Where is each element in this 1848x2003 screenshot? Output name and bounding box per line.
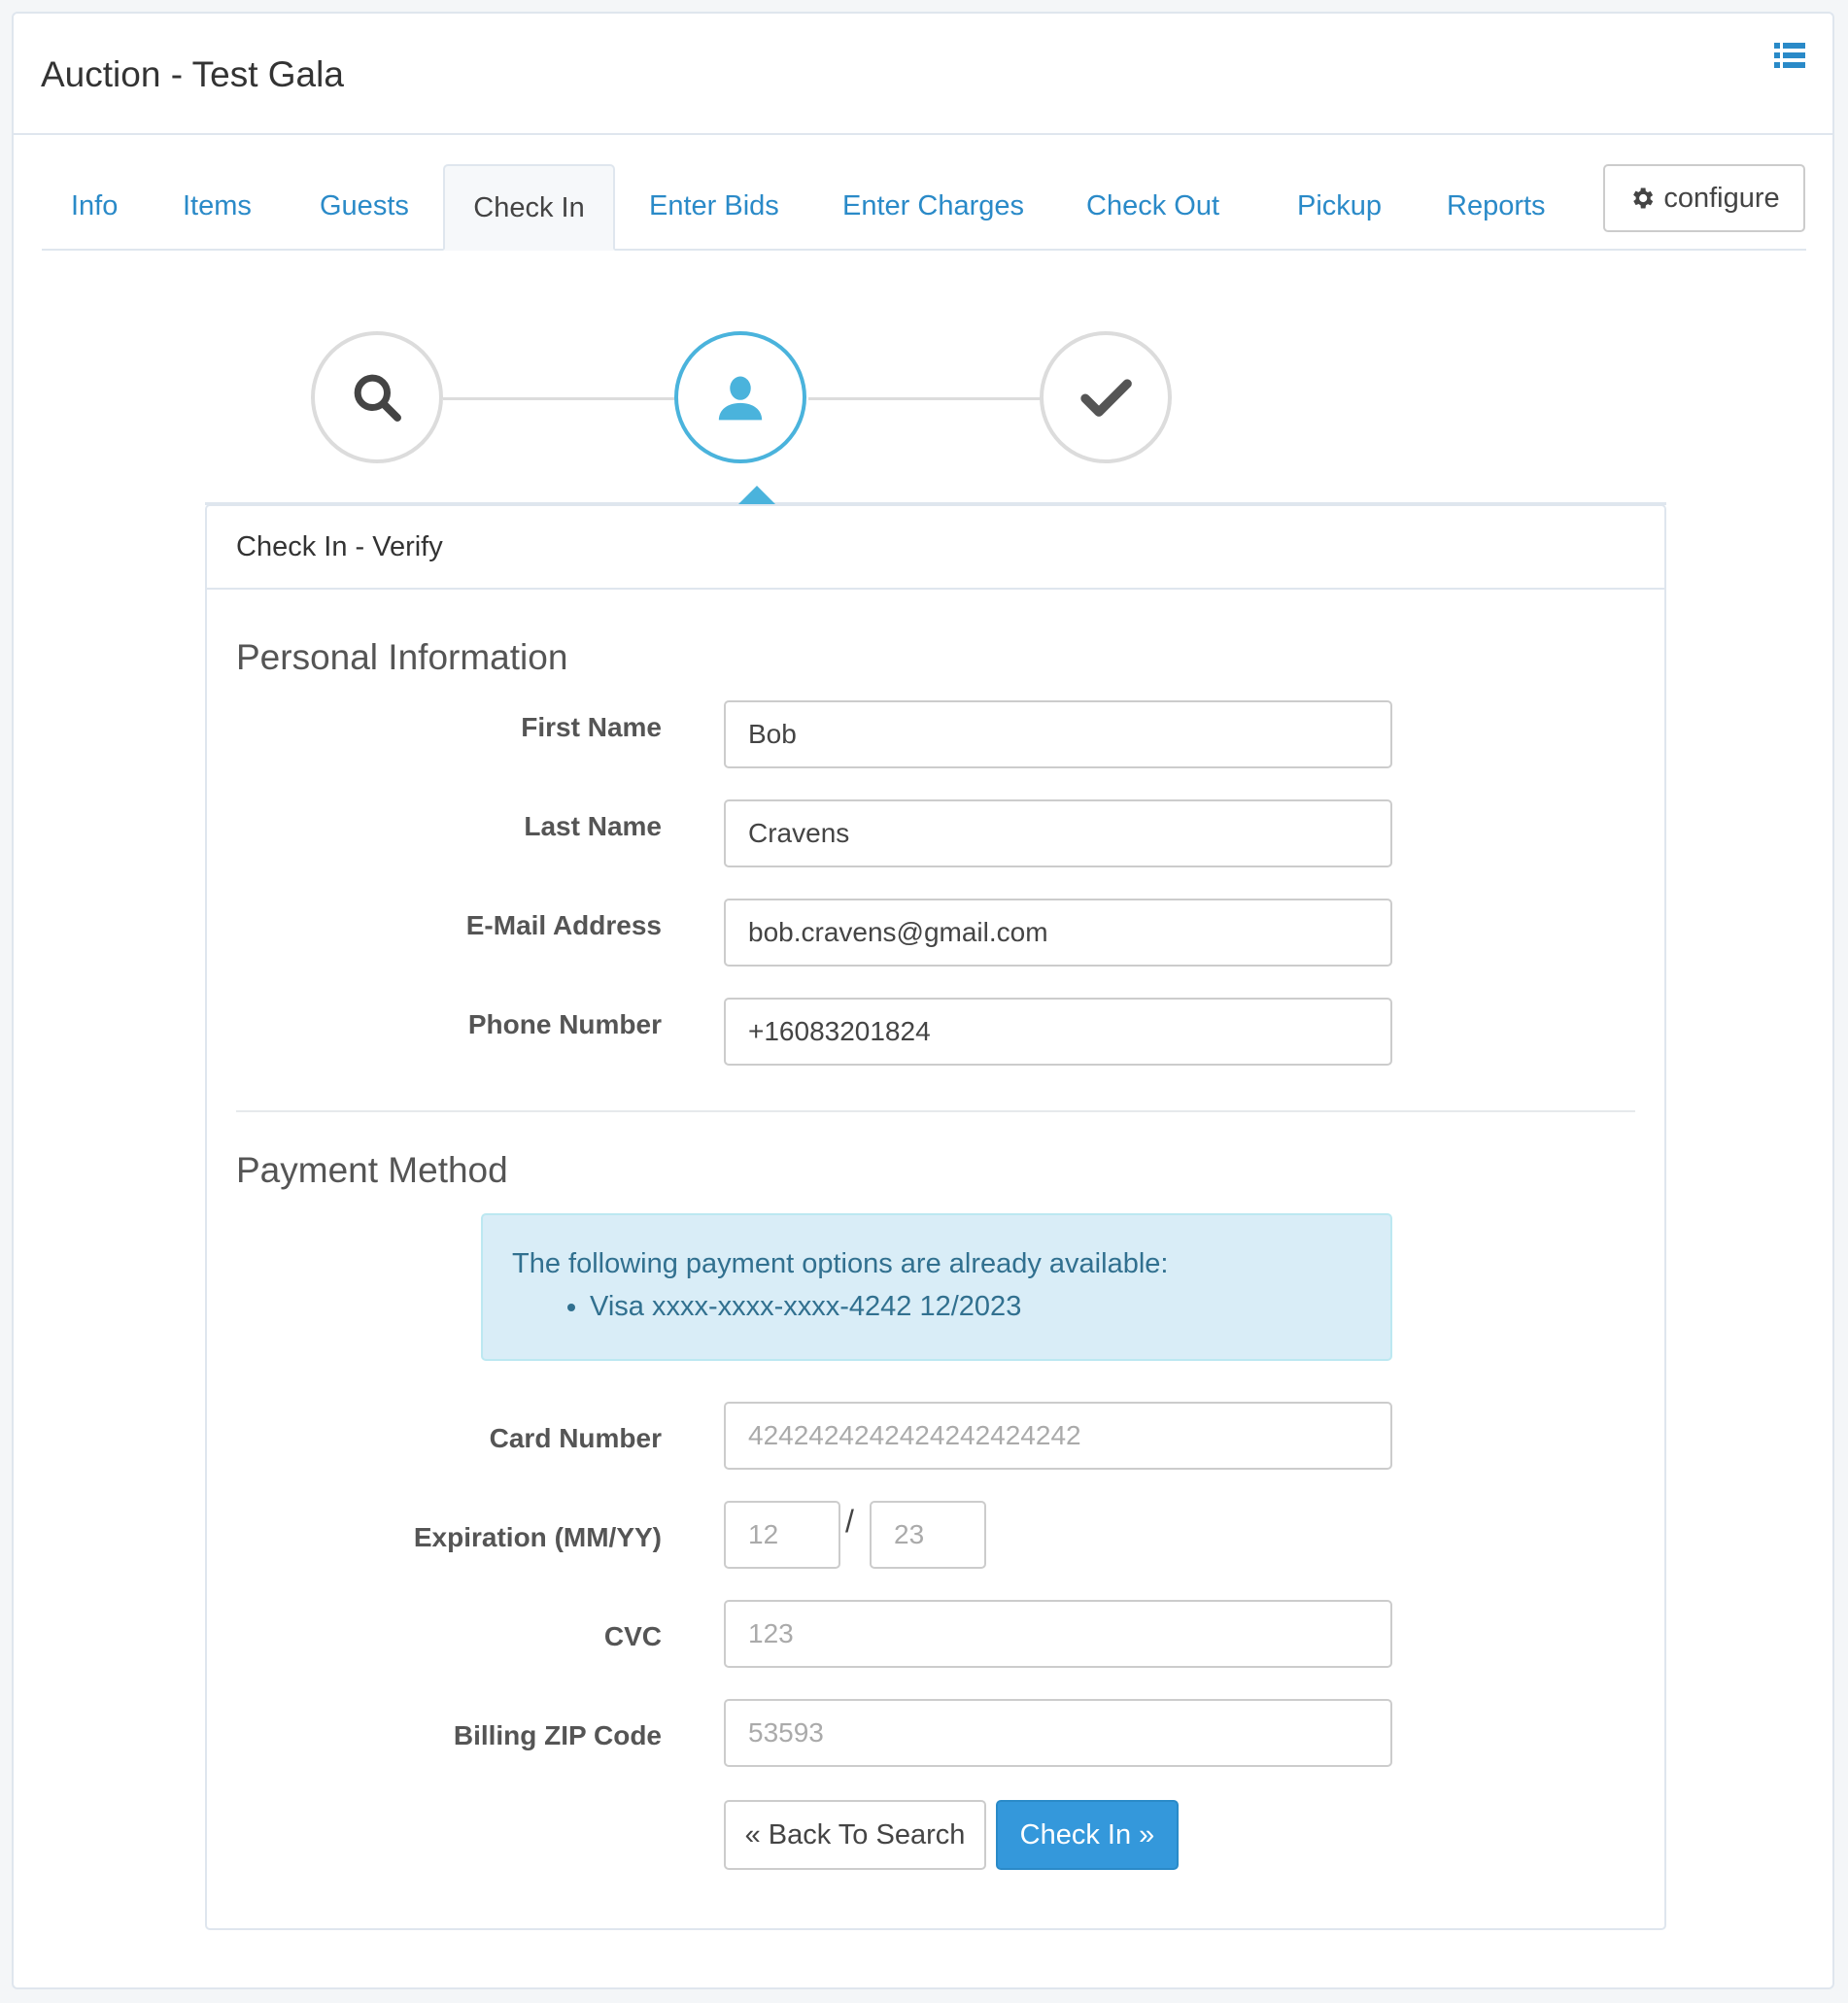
personal-info-heading: Personal Information (236, 637, 568, 677)
gear-icon (1628, 185, 1656, 212)
phone-field[interactable] (724, 998, 1392, 1066)
page-header (14, 14, 1832, 135)
nav-tabs (42, 164, 1806, 251)
last-name-field[interactable] (724, 799, 1392, 867)
back-to-search-button[interactable]: « Back To Search (724, 1800, 986, 1870)
tab-enter-bids[interactable]: Enter Bids (649, 190, 779, 221)
panel-title: Check In - Verify (236, 531, 443, 562)
first-name-label: First Name (521, 712, 662, 742)
existing-cards-list (563, 1291, 1021, 1323)
card-number-field[interactable] (724, 1402, 1392, 1470)
list-icon[interactable] (1774, 41, 1805, 70)
card-number-label: Card Number (489, 1423, 662, 1453)
last-name-label: Last Name (524, 811, 662, 841)
tab-items[interactable]: Items (183, 190, 252, 221)
expiration-label: Expiration (MM/YY) (413, 1522, 662, 1552)
payment-method-heading: Payment Method (236, 1150, 508, 1190)
phone-label: Phone Number (467, 1009, 662, 1039)
step-connector (443, 397, 686, 400)
zip-label: Billing ZIP Code (453, 1720, 662, 1750)
configure-label: configure (1663, 182, 1780, 214)
app-window (12, 12, 1834, 1989)
exp-month-field[interactable] (724, 1501, 840, 1569)
check-in-panel (205, 504, 1666, 1930)
step-verify (674, 331, 806, 463)
tab-check-out[interactable]: Check Out (1086, 190, 1219, 221)
payment-options-alert (481, 1213, 1392, 1361)
tab-guests[interactable]: Guests (320, 190, 409, 221)
email-field[interactable] (724, 899, 1392, 967)
tab-reports[interactable]: Reports (1447, 190, 1546, 221)
tab-pickup[interactable]: Pickup (1297, 190, 1383, 221)
tab-check-in[interactable]: Check In (443, 164, 615, 251)
step-connector (808, 397, 1051, 400)
existing-card-item: • Visa xxxx-xxxx-xxxx-4242 12/2023 (590, 1291, 1021, 1323)
tab-info[interactable]: Info (71, 190, 119, 221)
alert-text: The following payment options are already available: (512, 1248, 1169, 1279)
search-icon (350, 370, 404, 424)
panel-header (207, 506, 1664, 590)
first-name-field[interactable] (724, 700, 1392, 768)
zip-field[interactable] (724, 1699, 1392, 1767)
step-complete (1040, 331, 1172, 463)
user-icon (713, 370, 768, 424)
configure-button[interactable] (1603, 164, 1805, 232)
exp-separator: / (845, 1504, 854, 1539)
checkmark-icon (1078, 370, 1133, 424)
section-divider (236, 1110, 1635, 1112)
step-pointer (737, 486, 776, 505)
check-in-button[interactable]: Check In » (996, 1800, 1179, 1870)
cvc-field[interactable] (724, 1600, 1392, 1668)
step-search (311, 331, 443, 463)
cvc-label: CVC (603, 1621, 662, 1651)
email-label: E-Mail Address (465, 910, 662, 940)
page-title: Auction - Test Gala (41, 54, 344, 94)
tab-enter-charges[interactable]: Enter Charges (842, 190, 1024, 221)
exp-year-field[interactable] (870, 1501, 986, 1569)
